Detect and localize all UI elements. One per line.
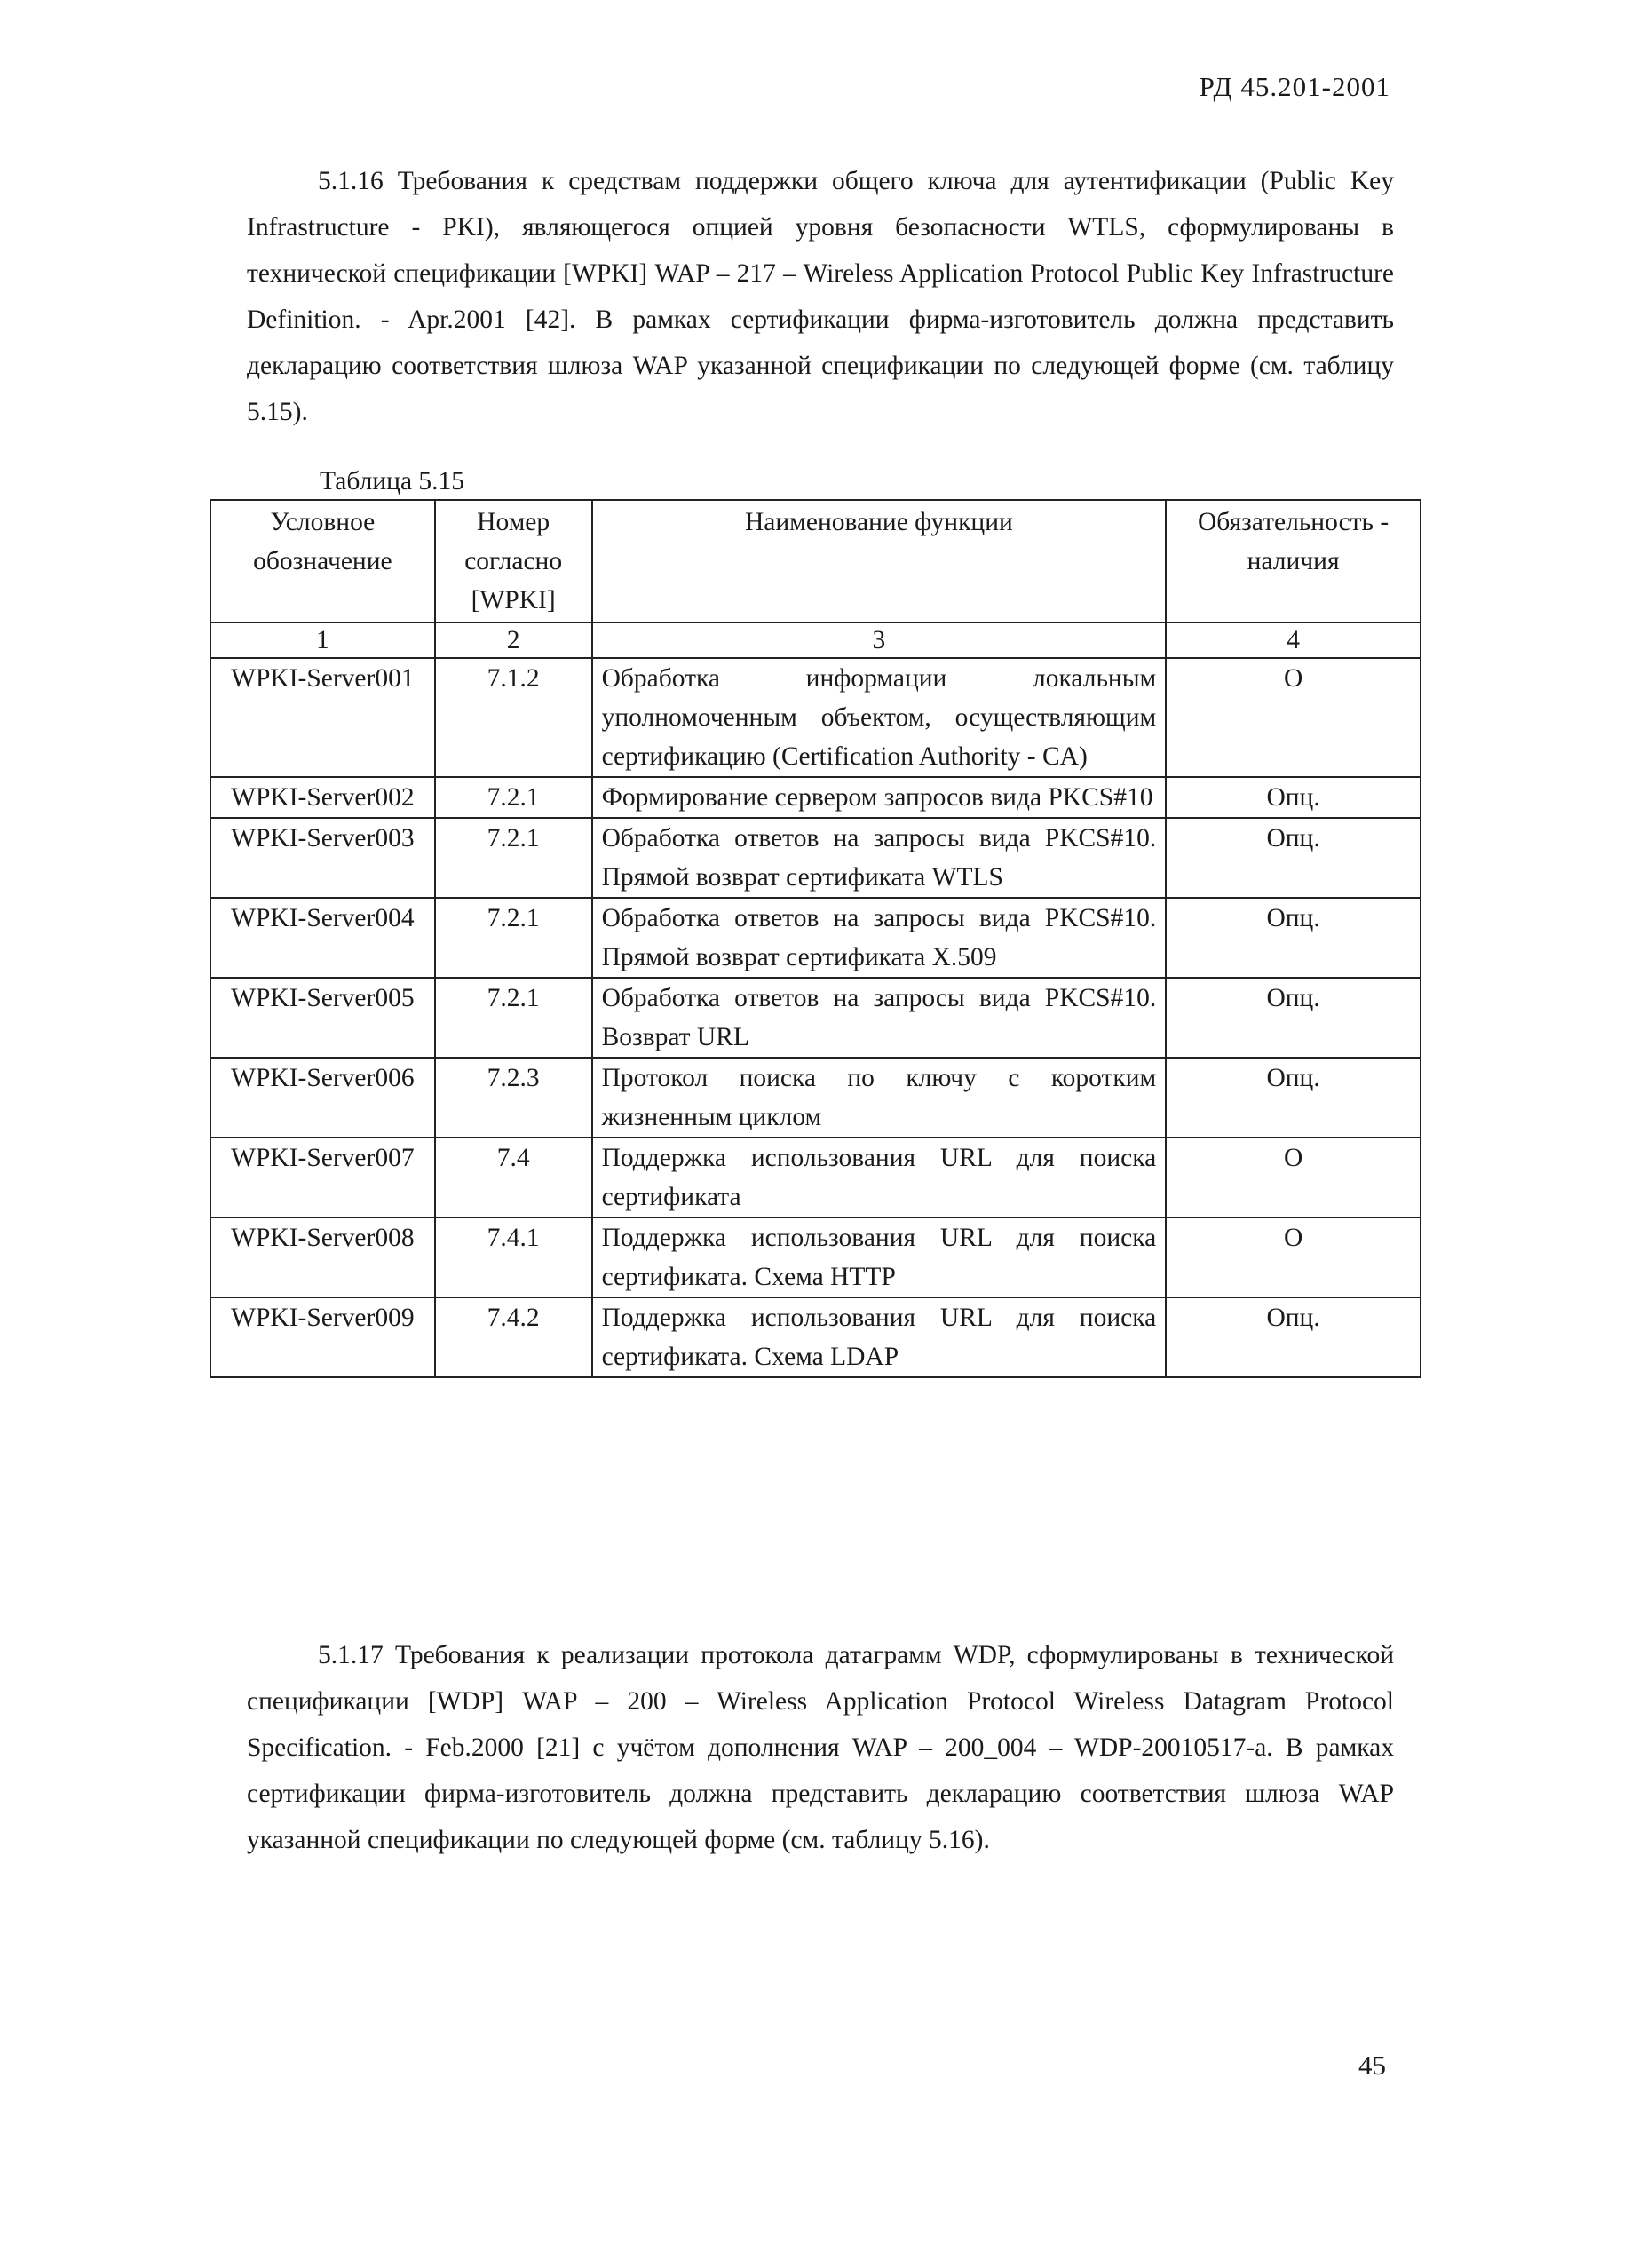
- cell-function: Обработка информации локальным уполномоченным объектом, осуществляющим сертификацию (Certification Authority - CA): [592, 658, 1167, 777]
- cell-code: WPKI-Server005: [210, 978, 435, 1058]
- header-mandatory: Обязательность - наличия: [1166, 500, 1421, 623]
- cell-status: O: [1166, 658, 1421, 777]
- cell-code: WPKI-Server003: [210, 818, 435, 898]
- cell-status: O: [1166, 1217, 1421, 1297]
- cell-number: 7.1.2: [435, 658, 592, 777]
- document-id: РД 45.201-2001: [1199, 71, 1390, 102]
- cell-status: Опц.: [1166, 777, 1421, 818]
- cell-code: WPKI-Server002: [210, 777, 435, 818]
- header-designation: Условное обозначение: [210, 500, 435, 623]
- cell-number: 7.2.1: [435, 777, 592, 818]
- cell-number: 7.4.2: [435, 1297, 592, 1377]
- column-number: 1: [210, 623, 435, 658]
- cell-status: Опц.: [1166, 1058, 1421, 1138]
- cell-code: WPKI-Server001: [210, 658, 435, 777]
- cell-code: WPKI-Server006: [210, 1058, 435, 1138]
- cell-status: Опц.: [1166, 818, 1421, 898]
- cell-function: Обработка ответов на запросы вида PKCS#10. Прямой возврат сертификата X.509: [592, 898, 1167, 978]
- table-row: [210, 1297, 1421, 1377]
- table-row: [210, 978, 1421, 1058]
- column-number-row: [210, 623, 1421, 658]
- header-number: Номер согласно [WPKI]: [435, 500, 592, 623]
- column-number: 4: [1166, 623, 1421, 658]
- cell-function: Поддержка использования URL для поиска сертификата. Схема LDAP: [592, 1297, 1167, 1377]
- cell-code: WPKI-Server007: [210, 1138, 435, 1217]
- column-number: 2: [435, 623, 592, 658]
- cell-code: WPKI-Server008: [210, 1217, 435, 1297]
- cell-status: Опц.: [1166, 898, 1421, 978]
- paragraph-5-1-17: 5.1.17 Требования к реализации протокола датаграмм WDP, сформулированы в технической спецификации [WDP] WAP – 200 – Wireless Application Protocol Wireless Datagram Protocol Specification. - Feb.2000 [21] с учётом дополнения WAP – 200_004 – WDP-20010517-a. В рамках сертификации фирма-изготовитель должна представить декларацию соответствия шлюза WAP указанной спецификации по следующей форме (см. таблицу 5.16).: [247, 1641, 1394, 1854]
- table-row: [210, 658, 1421, 777]
- table-header-row: [210, 500, 1421, 623]
- cell-function: Поддержка использования URL для поиска сертификата. Схема HTTP: [592, 1217, 1167, 1297]
- table-row: [210, 1217, 1421, 1297]
- cell-number: 7.4.1: [435, 1217, 592, 1297]
- table-caption: Таблица 5.15: [320, 467, 465, 496]
- requirements-table: [210, 499, 1421, 1378]
- cell-status: Опц.: [1166, 1297, 1421, 1377]
- cell-number: 7.2.1: [435, 978, 592, 1058]
- cell-code: WPKI-Server004: [210, 898, 435, 978]
- paragraph-5-1-16: 5.1.16 Требования к средствам поддержки общего ключа для аутентификации (Public Key Infrastructure - PKI), являющегося опцией уровня безопасности WTLS, сформулированы в технической спецификации [WPKI] WAP – 217 – Wireless Application Protocol Public Key Infrastructure Definition. - Apr.2001 [42]. В рамках сертификации фирма-изготовитель должна представить декларацию соответствия шлюза WAP указанной спецификации по следующей форме (см. таблицу 5.15).: [247, 167, 1394, 426]
- cell-function: Протокол поиска по ключу с коротким жизненным циклом: [592, 1058, 1167, 1138]
- cell-function: Обработка ответов на запросы вида PKCS#10. Прямой возврат сертификата WTLS: [592, 818, 1167, 898]
- cell-function: Поддержка использования URL для поиска сертификата: [592, 1138, 1167, 1217]
- cell-number: 7.2.1: [435, 818, 592, 898]
- header-function-name: Наименование функции: [592, 500, 1167, 623]
- page-number: 45: [1358, 2050, 1386, 2081]
- table-row: [210, 777, 1421, 818]
- cell-status: O: [1166, 1138, 1421, 1217]
- table-row: [210, 1058, 1421, 1138]
- table-row: [210, 898, 1421, 978]
- cell-code: WPKI-Server009: [210, 1297, 435, 1377]
- cell-number: 7.2.3: [435, 1058, 592, 1138]
- cell-number: 7.4: [435, 1138, 592, 1217]
- cell-function: Формирование сервером запросов вида PKCS#10: [592, 777, 1167, 818]
- cell-number: 7.2.1: [435, 898, 592, 978]
- cell-function: Обработка ответов на запросы вида PKCS#10. Возврат URL: [592, 978, 1167, 1058]
- table-row: [210, 818, 1421, 898]
- column-number: 3: [592, 623, 1167, 658]
- cell-status: Опц.: [1166, 978, 1421, 1058]
- table-row: [210, 1138, 1421, 1217]
